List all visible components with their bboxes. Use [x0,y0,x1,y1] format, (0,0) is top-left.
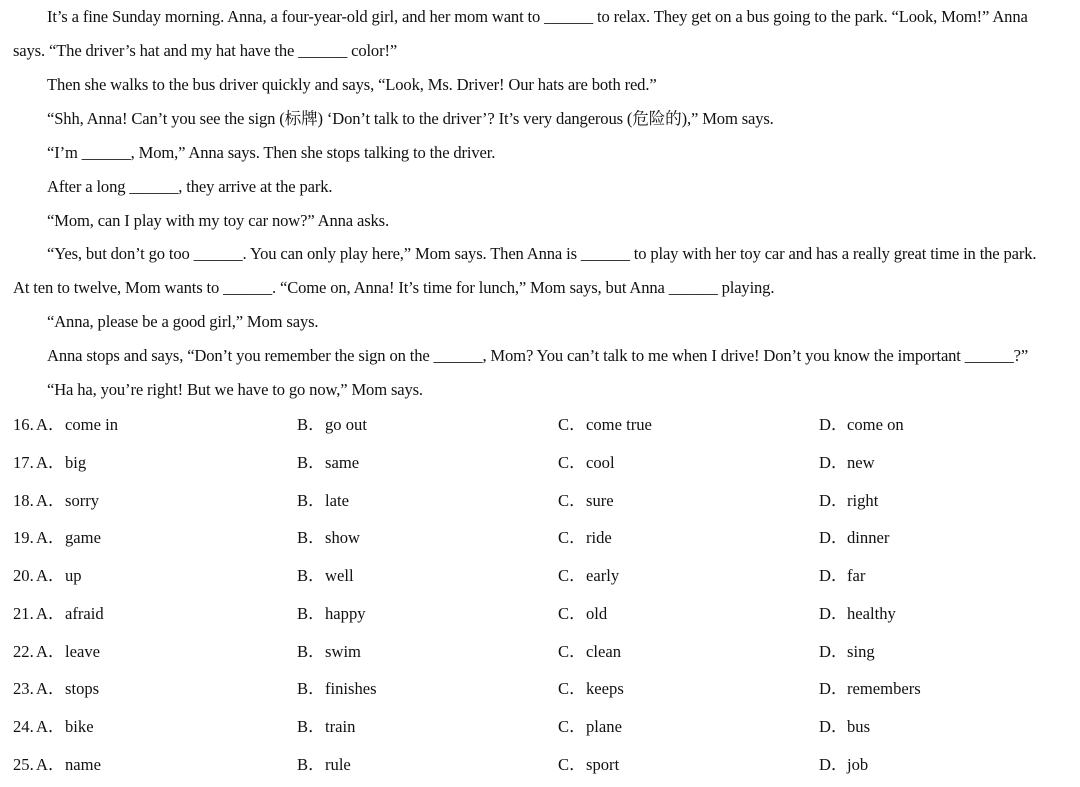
option-letter: A． [36,604,65,623]
question-row [0,414,1080,436]
option-letter: C． [558,453,586,472]
option-letter: B． [297,642,325,661]
option-a [36,490,99,512]
option-letter: A． [36,717,65,736]
option-letter: B． [297,717,325,736]
option-text: same [325,453,360,472]
passage-line: “Yes, but don’t go too ______. You can only play here,” Mom says. Then Anna is ______ to play with her toy car and has a really great time in the park. [47,244,1037,263]
option-a [36,414,118,436]
option-d [819,754,868,776]
question-number: 22. [13,642,34,661]
option-c [558,754,619,776]
option-letter: A． [36,453,65,472]
option-letter: C． [558,528,586,547]
question-number: 23. [13,679,34,698]
option-letter: B． [297,679,325,698]
option-letter: A． [36,491,65,510]
option-a [36,678,99,700]
option-b [297,603,366,625]
option-text: sing [847,642,875,661]
option-text: keeps [586,679,624,698]
option-b [297,414,367,436]
option-text: finishes [325,679,377,698]
option-text: bus [847,717,871,736]
option-a [36,716,94,738]
option-text: clean [586,642,622,661]
question-row [0,678,1080,700]
question-number: 21. [13,604,34,623]
passage-line: “Shh, Anna! Can’t you see the sign (标牌) ‘Don’t talk to the driver’? It’s very dangerous (危险的),” Mom says. [47,109,774,128]
option-d [819,490,878,512]
question-number: 16. [13,415,34,434]
option-text: well [325,566,354,585]
option-letter: D． [819,642,848,661]
question-row [0,754,1080,776]
passage-line: says. “The driver’s hat and my hat have the ______ color!” [13,41,398,60]
option-text: sure [586,491,614,510]
option-a [36,754,101,776]
option-d [819,678,921,700]
option-text: show [325,528,361,547]
option-text: go out [325,415,367,434]
option-b [297,754,351,776]
option-text: leave [65,642,101,661]
option-c [558,641,621,663]
option-a [36,565,82,587]
option-text: name [65,755,101,774]
option-c [558,716,622,738]
option-b [297,716,355,738]
option-text: afraid [65,604,104,623]
option-text: healthy [847,604,896,623]
option-letter: D． [819,491,848,510]
question-row [0,641,1080,663]
option-b [297,452,359,474]
option-a [36,452,86,474]
option-letter: A． [36,642,65,661]
option-text: up [65,566,82,585]
question-number: 18. [13,491,34,510]
option-letter: C． [558,717,586,736]
option-letter: A． [36,528,65,547]
option-letter: D． [819,415,848,434]
option-letter: C． [558,755,586,774]
option-letter: B． [297,566,325,585]
question-number: 20. [13,566,34,585]
option-letter: B． [297,491,325,510]
option-letter: D． [819,566,848,585]
option-text: new [847,453,875,472]
option-c [558,565,619,587]
option-text: rule [325,755,351,774]
option-text: far [847,566,866,585]
option-letter: B． [297,528,325,547]
option-letter: D． [819,755,848,774]
option-d [819,716,870,738]
passage-line: “Anna, please be a good girl,” Mom says. [47,312,319,331]
option-letter: A． [36,755,65,774]
option-letter: D． [819,717,848,736]
option-text: plane [586,717,622,736]
question-row [0,716,1080,738]
option-text: come on [847,415,904,434]
option-b [297,641,361,663]
passage-line: It’s a fine Sunday morning. Anna, a four-year-old girl, and her mom want to ______ to relax. They get on a bus going to the park. “Look, Mom!” Anna [47,7,1028,26]
option-c [558,490,614,512]
option-a [36,527,101,549]
option-letter: B． [297,755,325,774]
option-b [297,565,354,587]
option-c [558,414,652,436]
question-number: 24. [13,717,34,736]
option-text: old [586,604,608,623]
option-letter: C． [558,415,586,434]
question-row [0,603,1080,625]
option-text: right [847,491,879,510]
passage-line: Then she walks to the bus driver quickly and says, “Look, Ms. Driver! Our hats are both red.” [47,75,657,94]
option-b [297,490,349,512]
option-d [819,414,904,436]
option-letter: C． [558,642,586,661]
option-d [819,527,889,549]
option-text: game [65,528,101,547]
question-row [0,452,1080,474]
passage-line: After a long ______, they arrive at the park. [47,177,333,196]
option-text: big [65,453,87,472]
option-b [297,678,377,700]
option-text: cool [586,453,615,472]
option-letter: C． [558,491,586,510]
option-text: early [586,566,620,585]
option-c [558,527,612,549]
option-text: happy [325,604,366,623]
option-letter: A． [36,679,65,698]
option-letter: D． [819,604,848,623]
option-letter: C． [558,679,586,698]
passage-line: At ten to twelve, Mom wants to ______. “Come on, Anna! It’s time for lunch,” Mom says, but Anna ______ playing. [13,278,775,297]
option-letter: A． [36,566,65,585]
option-text: stops [65,679,100,698]
option-letter: B． [297,453,325,472]
passage-line: “Mom, can I play with my toy car now?” Anna asks. [47,211,389,230]
option-letter: D． [819,528,848,547]
option-c [558,603,607,625]
option-letter: D． [819,679,848,698]
question-row [0,565,1080,587]
option-a [36,603,104,625]
option-text: remembers [847,679,921,698]
option-text: dinner [847,528,890,547]
option-text: train [325,717,356,736]
option-text: sorry [65,491,100,510]
passage-line: “Ha ha, you’re right! But we have to go now,” Mom says. [47,380,423,399]
option-letter: C． [558,566,586,585]
question-number: 19. [13,528,34,547]
question-row [0,527,1080,549]
option-letter: D． [819,453,848,472]
option-text: late [325,491,349,510]
question-row [0,490,1080,512]
option-text: sport [586,755,620,774]
option-d [819,565,865,587]
option-letter: B． [297,415,325,434]
option-d [819,641,875,663]
option-d [819,452,875,474]
option-text: ride [586,528,612,547]
option-letter: B． [297,604,325,623]
option-c [558,452,615,474]
option-b [297,527,360,549]
option-letter: C． [558,604,586,623]
question-number: 25. [13,755,34,774]
option-text: bike [65,717,94,736]
passage-line: Anna stops and says, “Don’t you remember the sign on the ______, Mom? You can’t talk to me when I drive! Don’t you know the important ______?” [47,346,1029,365]
option-text: come true [586,415,652,434]
passage-line: “I’m ______, Mom,” Anna says. Then she stops talking to the driver. [47,143,496,162]
option-text: job [847,755,869,774]
option-d [819,603,896,625]
option-text: swim [325,642,361,661]
option-c [558,678,624,700]
option-text: come in [65,415,118,434]
option-a [36,641,100,663]
question-number: 17. [13,453,34,472]
option-letter: A． [36,415,65,434]
